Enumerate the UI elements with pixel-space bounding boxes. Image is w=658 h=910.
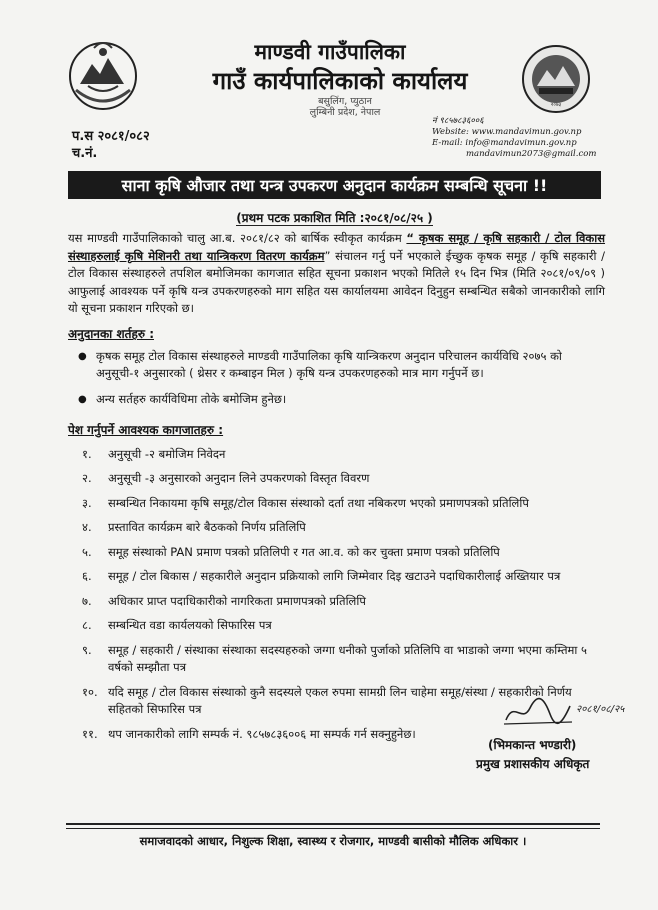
office-name: गाउँ कार्यपालिकाको कार्यालय [212,67,468,95]
document-item: ६. समूह / टोल बिकास / सहकारीले अनुदान प्रक्रियाको लागि जिम्मेवार दिइ खटाउने पदाधिकारीलाई अख्तियार पत्र [82,569,561,583]
municipality-name: माण्डवी गाउँपालिका [254,40,406,64]
document-item: ३. सम्बन्धित निकायमा कृषि समूह/टोल विकास संस्थाको दर्ता तथा नबिकरण भएको प्रमाणपत्रको प्रतिलिपि [82,495,529,510]
email-secondary: mandavimun2073@gmail.com [466,149,597,159]
phone-number: नं ९८५७८३६००६ [432,116,484,126]
reference-block [72,128,150,162]
footer-divider [66,823,600,825]
document-item: ९. समूह / सहकारी / संस्थाका संस्थाका सदस्यहरुको जग्गा धनीको पुर्जाको प्रतिलिपि वा भाडाको जग्गा भएमा कम्तिमा ५ वर्षको सम्झौता पत्र [82,642,588,674]
footer-divider [66,828,600,829]
program-name: “ कृषक समूह / कृषि सहकारी / टोल विकास संस्थाहरुलाई कृषि मेशिनरी तथा यान्त्रिकरण वितरण कार्यक्रम [68,231,606,263]
conditions-section [68,326,605,416]
condition-item: ● अन्य सर्तहरु कार्यविधिमा तोके बमोजिम हुनेछ। [96,391,605,409]
svg-text:२०७३: २०७३ [550,102,562,108]
condition-item: ● कृषक समूह टोल विकास संस्थाहरुले माण्डवी गाउँपालिका कृषि यान्त्रिकरण अनुदान परिचालन कार्यविधि २०७५ को अनुसूची-१ अनुसारको ( थ्रेसर र कम्बाइन मिल ) कृषि यन्त्र उपकरणहरुको मात्र माग गर्नुपर्ने छ। [96,348,605,383]
document-item: १०. यदि समूह / टोल विकास संस्थाको कुनै सदस्यले एकल रुपमा सामग्री लिन चाहेमा समूह/संस्था / सहकारीको निर्णय सहितको सिफारिस पत्र [82,684,572,716]
documents-heading: पेश गर्नुपर्ने आवश्यक कागजातहरु : [68,423,224,437]
signatory-name: (भिमकान्त भण्डारी) [488,738,577,752]
notice-title: साना कृषि औजार तथा यन्त्र उपकरण अनुदान कार्यक्रम सम्बन्धि सूचना !! [68,171,601,199]
document-item: ८. सम्बन्धित वडा कार्यलयको सिफारिस पत्र [82,618,272,632]
document-item: ७. अधिकार प्राप्त पदाधिकारीको नागरिकता प्रमाणपत्रको प्रतिलिपि [82,593,366,608]
document-item: ४. प्रस्तावित कार्यक्रम बारे बैठकको निर्णय प्रतिलिपि [82,520,306,534]
document-item: २. अनुसूची -३ अनुसारको अनुदान लिने उपकरणको विस्तृत विवरण [82,471,370,485]
website: Website: www.mandavimun.gov.np [432,127,582,137]
footer-slogan: समाजवादको आधार, निशुल्क शिक्षा, स्वास्थ्य र रोजगार, माण्डवी बासीको मौलिक अधिकार । [139,834,527,848]
conditions-heading: अनुदानका शर्तहरु : [68,327,154,341]
intro-paragraph: यस माण्डवी गाउँपालिकाको चालु आ.ब. २०८१/८२ को बार्षिक स्वीकृत कार्यक्रम “ कृषक समूह / कृषि सहकारी / टोल विकास संस्थाहरुलाई कृषि मेशिनरी तथा यान्त्रिकरण वितरण कार्यक्रम” संचालन गर्नु पर्ने भएकाले ईच्छुक कृषक समूह / कृषि सहकारी / टोल विकास संस्थाहरुले तपशिल बमोजिमका कागजात सहित सूचना प्रकाशन भएको मितिले १५ दिन भित्र (मिति २०८१/०९/०९ ) आफुलाई आवश्यक पर्ने कृषि यन्त्र उपकरणहरुको माग सहित यस कार्यालयमा आवेदन दिनुहुन सम्बन्धित सबैको जानकारीको लागि यो सूचना प्रकाशन गरिएको छ। [68,231,606,315]
signatory-title: प्रमुख प्रशासकीय अधिकृत [476,757,590,771]
document-item: ५. समूह संस्थाको PAN प्रमाण पत्रको प्रतिलिपी र गत आ.व. को कर चुक्ता प्रमाण पत्रको प्रतिलिपि [82,544,500,559]
email: E-mail: info@mandavimun.gov.np [432,138,577,148]
signature-icon [500,694,625,728]
svg-text:२०८१/०८/२५: २०८१/०८/२५ [576,704,625,715]
address-line2: लुम्बिनी प्रदेश, नेपाल [309,107,381,118]
dispatch-number: च.नं. [72,146,98,161]
document-item: १. अनुसूची -२ बमोजिम निवेदन [82,446,226,461]
contact-block [432,116,596,160]
published-date: (प्रथम पटक प्रकाशित मिति :२०८१/०८/२५ ) [236,211,433,225]
document-item: ११. थप जानकारीको लागि सम्पर्क नं. ९८५७८३६००६ मा सम्पर्क गर्न सक्नुहुनेछ। [82,726,416,741]
municipality-logo-icon [521,44,591,114]
ref-number: प.स २०८१/०८२ [72,129,150,144]
nepal-emblem-icon [68,40,138,112]
address-stamp [270,96,420,118]
address-line1: बसुलिंग, प्युठान [318,96,372,107]
